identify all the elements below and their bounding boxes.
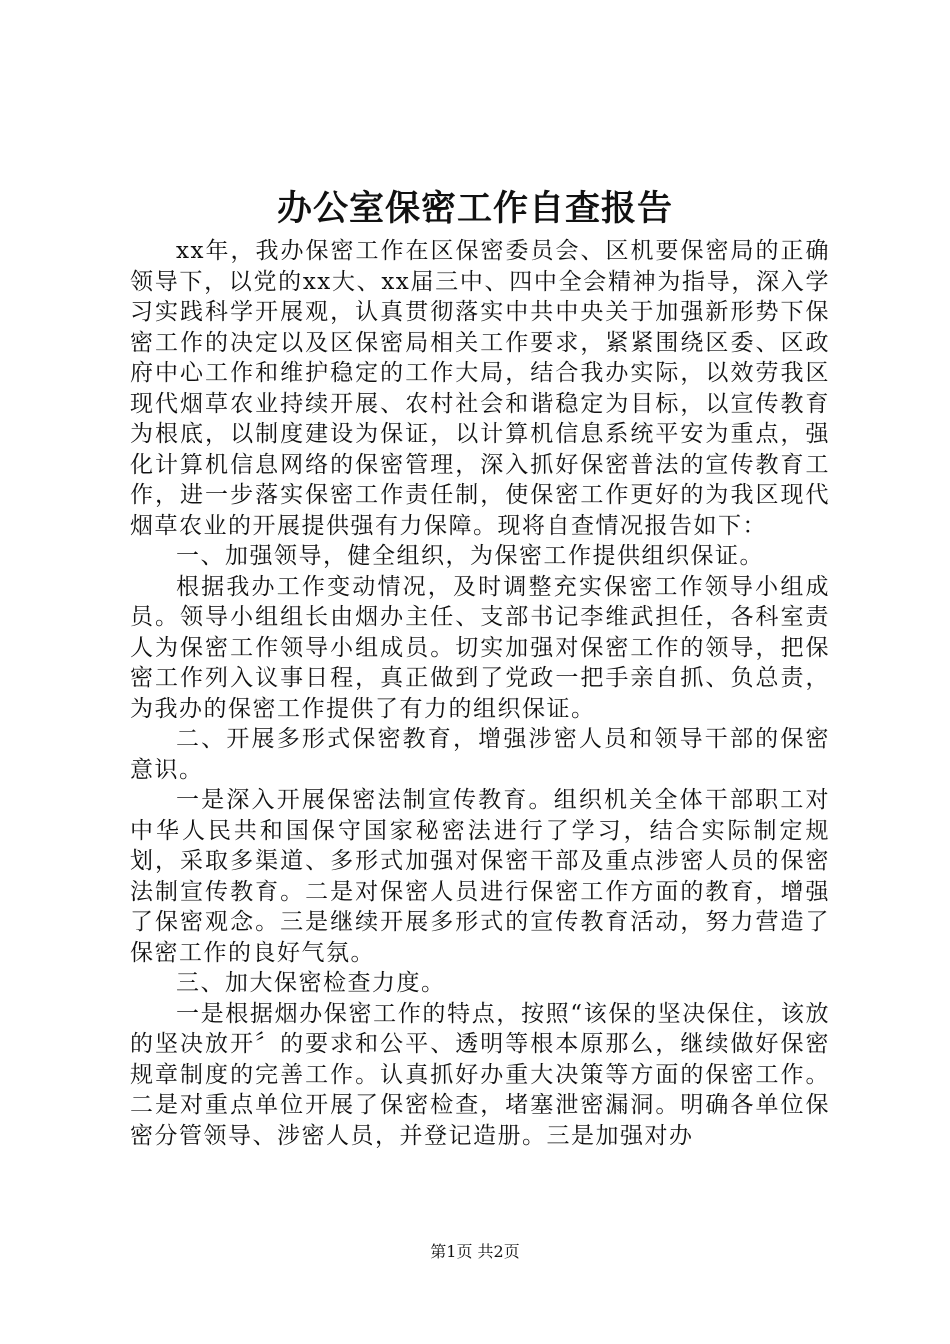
page-footer	[0, 1240, 950, 1264]
paragraph-intro: xx年，我办保密工作在区保密委员会、区机要保密局的正确领导下，以党的xx大、xx届三中、四中全会精神为指导，深入学习实践科学开展观，认真贯彻落实中共中央关于加强新形势下保密工作的决定以及区保密局相关工作要求，紧紧围绕区委、区政府中心工作和维护稳定的工作大局，结合我办实际，以效劳我区现代烟草农业持续开展、农村社会和谐稳定为目标，以宣传教育为根底，以制度建设为保证，以计算机信息系统平安为重点，强化计算机信息网络的保密管理，深入抓好保密普法的宣传教育工作，进一步落实保密工作责任制，使保密工作更好的为我区现代烟草农业的开展提供强有力保障。现将自查情况报告如下：	[130, 238, 830, 539]
heading-section-3: 三、加大保密检查力度。	[176, 970, 446, 996]
heading-section-2: 二、开展多形式保密教育，增强涉密人员和领导干部的保密意识。	[130, 726, 830, 783]
page-indicator: 第1页 共2页	[430, 1242, 520, 1261]
paragraph-section-2: 一是深入开展保密法制宣传教育。组织机关全体干部职工对中华人民共和国保守国家秘密法进行了学习，结合实际制定规划，采取多渠道、多形式加强对保密干部及重点涉密人员的保密法制宣传教育。二是对保密人员进行保密工作方面的教育，增强了保密观念。三是继续开展多形式的宣传教育活动，努力营造了保密工作的良好气氛。	[130, 787, 830, 966]
document-body	[130, 236, 830, 1151]
document-title: 办公室保密工作自查报告	[276, 188, 673, 229]
heading-section-1: 一、加强领导，健全组织，为保密工作提供组织保证。	[176, 543, 764, 569]
paragraph-section-3: 一是根据烟办保密工作的特点，按照“该保的坚决保住，该放的坚决放开〞的要求和公平、透明等根本原那么，继续做好保密规章制度的完善工作。认真抓好办重大决策等方面的保密工作。二是对重点单位开展了保密检查，堵塞泄密漏洞。明确各单位保密分管领导、涉密人员，并登记造册。三是加强对办	[130, 1000, 830, 1149]
paragraph-section-1: 根据我办工作变动情况，及时调整充实保密工作领导小组成员。领导小组组长由烟办主任、支部书记李维武担任，各科室责人为保密工作领导小组成员。切实加强对保密工作的领导，把保密工作列入议事日程，真正做到了党政一把手亲自抓、负总责，为我办的保密工作提供了有力的组织保证。	[130, 573, 830, 722]
